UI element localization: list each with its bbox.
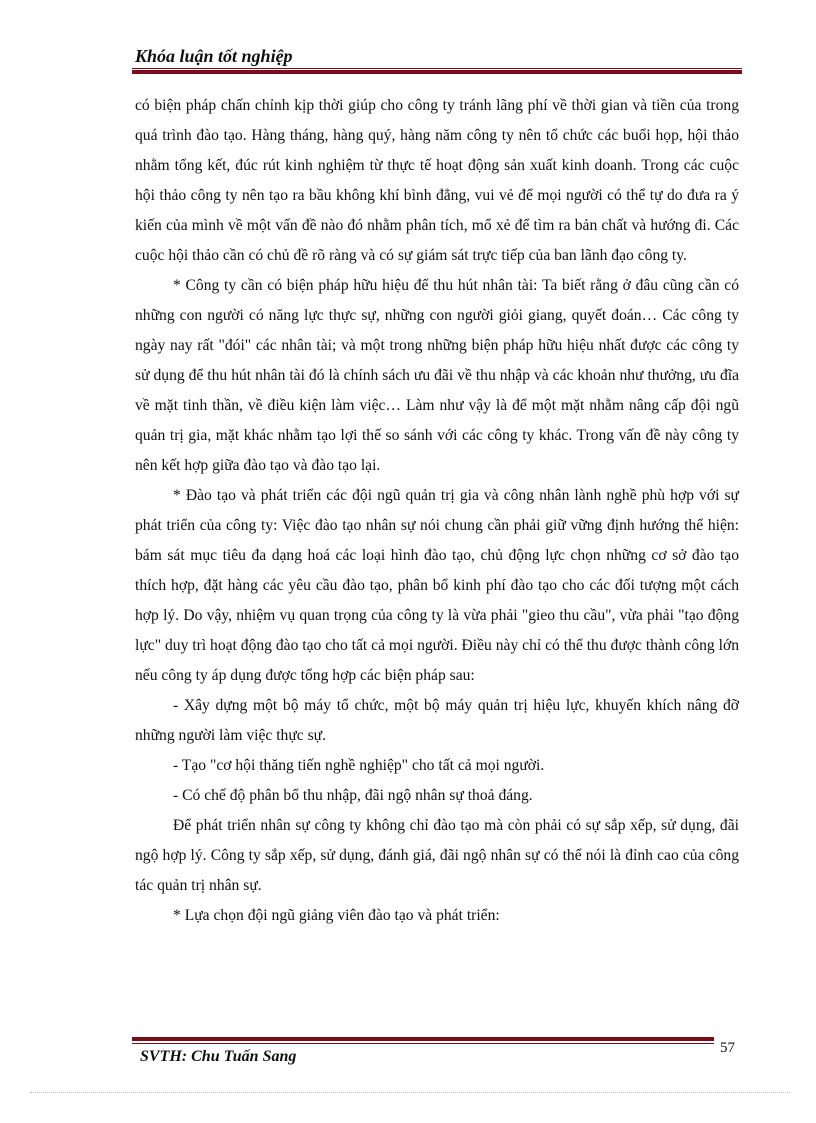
footer-rule-thin (132, 1043, 714, 1044)
body-text (135, 91, 739, 931)
paragraph: Để phát triển nhân sự công ty không chỉ đào tạo mà còn phải có sự sắp xếp, sử dụng, đãi ngộ hợp lý. Công ty sắp xếp, sử dụng, đánh giá, đãi ngộ nhân sự có thể nói là đỉnh cao của công tác quản trị nhân sự. (135, 817, 739, 894)
paragraph: * Đào tạo và phát triển các đội ngũ quản trị gia và công nhân lành nghề phù hợp với sự phát triển của công ty: Việc đào tạo nhân sự nói chung cần phải giữ vững định hướng thể hiện: bám sát mục tiêu đa dạng hoá các loại hình đào tạo, chủ động lực chọn những cơ sở đào tạo thích hợp, đặt hàng các yêu cầu đào tạo, phân bổ kinh phí đào tạo cho các đối tượng một cách hợp lý. Do vậy, nhiệm vụ quan trọng của công ty là vừa phải "gieo thu cầu", vừa phải "tạo động lực" duy trì hoạt động đào tạo cho tất cả mọi người. Điều này chỉ có thể thu được thành công lớn nếu công ty áp dụng được tổng hợp các biện pháp sau: (135, 487, 739, 684)
paragraph: - Tạo "cơ hội thăng tiến nghề nghiệp" cho tất cả mọi người. (173, 757, 545, 774)
page-number: 57 (720, 1040, 735, 1056)
footer-author: SVTH: Chu Tuấn Sang (140, 1048, 297, 1065)
header-title: Khóa luận tốt nghiệp (135, 46, 293, 66)
paragraph: * Lựa chọn đội ngũ giảng viên đào tạo và phát triển: (173, 907, 500, 924)
header-rule-thin (132, 68, 742, 69)
paragraph: có biện pháp chấn chỉnh kịp thời giúp cho công ty tránh lãng phí về thời gian và tiền của trong quá trình đào tạo. Hàng tháng, hàng quý, hàng năm công ty nên tổ chức các buổi họp, hội thảo nhằm tổng kết, đúc rút kinh nghiệm từ thực tế hoạt động sản xuất kinh doanh. Trong các cuộc hội thảo công ty nên tạo ra bầu không khí bình đẳng, vui vẻ để mọi người có thể tự do đưa ra ý kiến của mình về một vấn đề nào đó nhằm phân tích, mổ xẻ để tìm ra bản chất và hướng đi. Các cuộc hội thảo cần có chủ đề rõ ràng và có sự giám sát trực tiếp của ban lãnh đạo công ty. (135, 97, 739, 264)
page-edge-divider (30, 1092, 790, 1093)
paragraph: - Xây dựng một bộ máy tổ chức, một bộ máy quản trị hiệu lực, khuyến khích nâng đỡ những người làm việc thực sự. (135, 697, 739, 744)
paragraph: * Công ty cần có biện pháp hữu hiệu để thu hút nhân tài: Ta biết rằng ở đâu cũng cần có những con người có năng lực thực sự, những con người giỏi giang, quyết đoán… Các công ty ngày nay rất "đói" các nhân tài; và một trong những biện pháp hữu hiệu nhất được các công ty sử dụng để thu hút nhân tài đó là chính sách ưu đãi về thu nhập và các khoản như thưởng, ưu đĩa về mặt tinh thần, về điều kiện làm việc… Làm như vậy là để một mặt nhằm nâng cấp đội ngũ quản trị gia, mặt khác nhằm tạo lợi thế so sánh với các công ty khác. Trong vấn đề này công ty nên kết hợp giữa đào tạo và đào tạo lại. (135, 277, 739, 474)
footer-rule-thick (132, 1037, 714, 1041)
paragraph: - Có chế độ phân bổ thu nhập, đãi ngộ nhân sự thoả đáng. (173, 787, 533, 804)
header-rule-thick (132, 70, 742, 74)
